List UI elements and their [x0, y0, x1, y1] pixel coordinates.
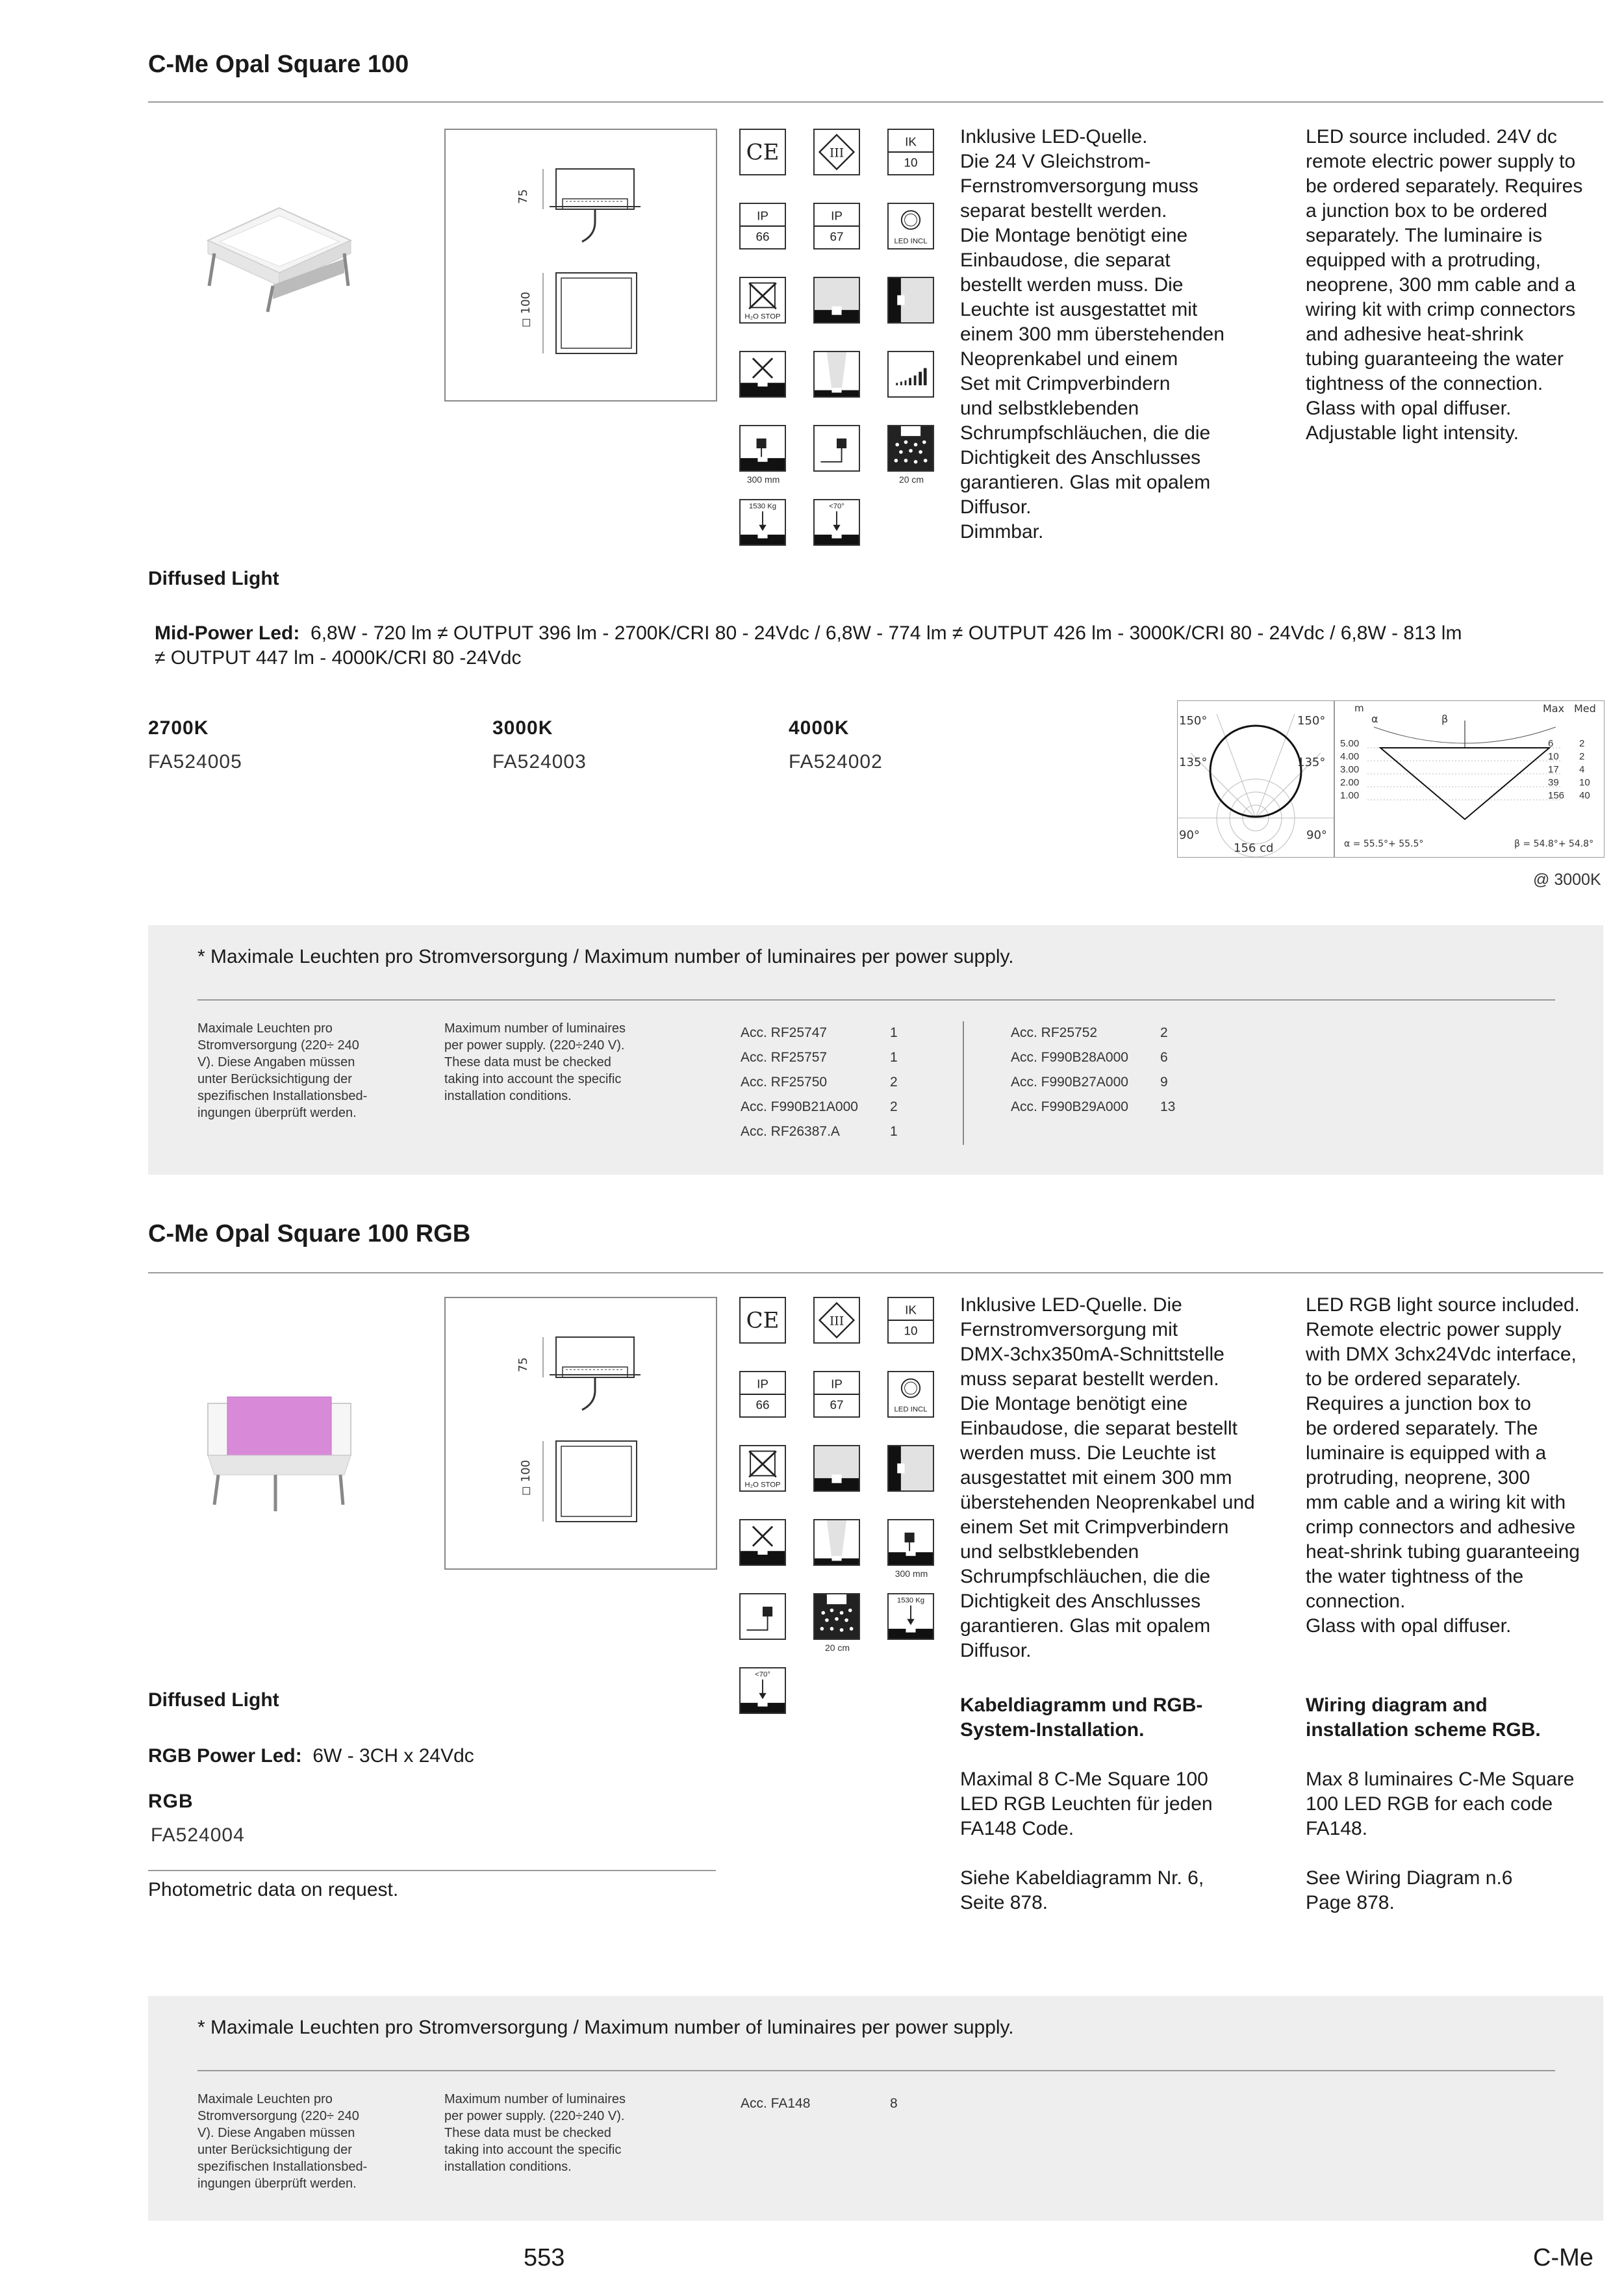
- dimension-square: ◻ 100: [519, 291, 533, 328]
- ip-label: IP: [831, 1377, 843, 1392]
- power-supply-heading: * Maximale Leuchten pro Stromversorgung / Maximum number of luminaires per power supply.: [197, 946, 1014, 967]
- distance-20-caption: 20 cm: [898, 474, 924, 485]
- led-incl-label: LED INCL: [894, 237, 928, 246]
- ce-mark-icon: [739, 1297, 786, 1344]
- cone-row: 5.00 6 2: [1340, 738, 1585, 749]
- load-label: 1530 Kg: [896, 1596, 925, 1605]
- ip-label: IP: [757, 1377, 768, 1392]
- accessory-list: [741, 2096, 922, 2121]
- cone-diagram: [1334, 700, 1605, 858]
- cable-junction-icon: [739, 1593, 786, 1640]
- wiring-title-german: Kabeldiagramm und RGB- System-Installation.: [960, 1694, 1203, 1741]
- code-temp-4000: 4000K: [789, 717, 850, 739]
- cable-300-icon: [739, 425, 786, 472]
- code-temp-2700: 2700K: [148, 717, 209, 739]
- cone-max-header: Max: [1543, 702, 1565, 715]
- svg-text:CE: CE: [746, 1307, 780, 1334]
- wiring-title-english: Wiring diagram and installation scheme RGB.: [1306, 1694, 1541, 1741]
- svg-text:CE: CE: [746, 139, 780, 166]
- accessory-row: Acc. RF25750 2: [741, 1075, 898, 1090]
- cone-row: 2.00 39 10: [1340, 777, 1590, 788]
- ip67-value: 67: [830, 230, 844, 244]
- led-included-icon: [887, 203, 934, 249]
- product-title: C-Me Opal Square 100: [148, 51, 409, 78]
- code-temp-3000: 3000K: [492, 717, 553, 739]
- recessed-floor-icon: [813, 1445, 860, 1492]
- dimension-square: ◻ 100: [519, 1459, 533, 1496]
- accessory-row: Acc. F990B28A000 6: [1011, 1050, 1168, 1065]
- cable-300-caption: 300 mm: [746, 474, 780, 485]
- accessory-row: Acc. F990B21A000 2: [741, 1099, 898, 1114]
- dimmable-icon: [887, 351, 934, 398]
- surface-temp-icon: [813, 499, 860, 546]
- ip67-icon: [813, 203, 860, 249]
- load-label: 1530 Kg: [748, 502, 777, 511]
- led-included-icon: [887, 1371, 934, 1418]
- cable-300-icon: [887, 1519, 934, 1566]
- temp-label: <70°: [829, 502, 844, 511]
- ip66-icon: [739, 1371, 786, 1418]
- light-type: Diffused Light: [148, 568, 279, 589]
- dimension-height: 75: [516, 1357, 530, 1372]
- divider: [197, 999, 1555, 1001]
- description-english: LED source included. 24V dc remote electric power supply to be ordered separately. Requires a junction box to be ordered separately. The luminaire is equipped with a protruding, neoprene, 300 mm cable and a wiring kit with crimp connectors and adhesive heat-shrink tubing guaranteeing the water tightness of the connection. Glass with opal diffuser. Adjustable light intensity.: [1306, 126, 1583, 444]
- divider: [148, 101, 1603, 103]
- divider: [148, 1272, 1603, 1273]
- column-divider: [963, 1021, 964, 1145]
- angle-135-left: 135°: [1179, 756, 1208, 769]
- cone-row: 4.00 10 2: [1340, 751, 1585, 762]
- description-german: Inklusive LED-Quelle. Die 24 V Gleichstrom- Fernstromversorgung muss separat bestellt werden. Die Montage benötigt eine Einbaudose, die separat bestellt werden muss. Die Leuchte ist ausgestattet mit einem 300 mm überstehenden Neoprenkabel und einem Set mit Crimpverbindern und selbstklebenden Schrumpfschläuchen, die die Dichtigkeit des Anschlusses garantieren. Glas mit opalem Diffusor. Dimmbar.: [960, 126, 1224, 543]
- ip67-value: 67: [830, 1398, 844, 1412]
- cable-junction-icon: [813, 425, 860, 472]
- wiring-reference-english: See Wiring Diagram n.6 Page 878.: [1306, 1867, 1513, 1913]
- dimension-height: 75: [516, 189, 530, 204]
- note-english: Maximum number of luminaires per power supply. (220÷240 V). These data must be checked taking into account the specific installation conditions.: [444, 2092, 626, 2174]
- cone-med-header: Med: [1574, 702, 1596, 715]
- light-beam-icon: [813, 1519, 860, 1566]
- ik-value: 10: [904, 156, 918, 170]
- accessory-list-left: [741, 1025, 922, 1149]
- load-1530-icon: [887, 1593, 934, 1640]
- description-german: Inklusive LED-Quelle. Die Fernstromversorgung mit DMX-3chx350mA-Schnittstelle muss separat bestellt werden. Die Montage benötigt eine Einbaudose, die separat bestellt werden muss. Die Leuchte ist ausgestattet mit einem 300 mm überstehenden Neoprenkabel und einem Set mit Crimpverbindern und selbstklebenden Schrumpfschläuchen, die die Dichtigkeit des Anschlusses garantieren. Glas mit opalem Diffusor.: [960, 1294, 1255, 1661]
- code-rgb: FA524004: [151, 1824, 245, 1846]
- accessory-row: Acc. F990B27A000 9: [1011, 1075, 1168, 1090]
- code-2700: FA524005: [148, 751, 242, 773]
- ip66-value: 66: [755, 230, 770, 244]
- code-rgb-heading: RGB: [148, 1791, 194, 1812]
- led-spec: 6,8W - 720 lm ≠ OUTPUT 396 lm - 2700K/CRI 80 - 24Vdc / 6,8W - 774 lm ≠ OUTPUT 426 lm - 3000K/CRI 80 - 24Vdc / 6,8W - 813 lm: [311, 622, 1462, 644]
- product-image: [195, 188, 364, 318]
- accessory-row: Acc. FA148 8: [741, 2096, 898, 2111]
- angle-90-right: 90°: [1306, 828, 1327, 842]
- ip66-value: 66: [755, 1398, 770, 1412]
- technical-drawing: [444, 1297, 717, 1570]
- power-supply-box: [148, 1996, 1603, 2221]
- cone-table: [1340, 737, 1600, 802]
- led-label: RGB Power Led:: [148, 1745, 302, 1767]
- angle-135-right: 135°: [1297, 756, 1326, 769]
- cone-unit: m: [1354, 702, 1364, 714]
- cable-300-caption: 300 mm: [894, 1568, 928, 1579]
- cone-row: 1.00 156 40: [1340, 790, 1590, 801]
- temp-label: <70°: [755, 1670, 770, 1679]
- cone-row: 3.00 17 4: [1340, 764, 1585, 775]
- h2o-stop-label: H₂O STOP: [744, 1481, 781, 1489]
- note-german: Maximale Leuchten pro Stromversorgung (220÷ 240 V). Diese Angaben müssen unter Berücksichtigung der spezifischen Installationsbed- ingungen überprüft werden.: [197, 1021, 368, 1120]
- divider: [197, 2070, 1555, 2071]
- led-incl-label: LED INCL: [894, 1405, 928, 1414]
- led-spec: 6W - 3CH x 24Vdc: [312, 1745, 474, 1767]
- power-supply-heading: * Maximale Leuchten pro Stromversorgung / Maximum number of luminaires per power supply.: [197, 2017, 1014, 2038]
- no-walkover-icon: [739, 1519, 786, 1566]
- wiring-reference-german: Siehe Kabeldiagramm Nr. 6, Seite 878.: [960, 1867, 1204, 1913]
- polar-diagram: [1177, 700, 1334, 858]
- ik-label: IK: [905, 1303, 917, 1318]
- wiring-text-english: Max 8 luminaires C-Me Square 100 LED RGB for each code FA148.: [1306, 1769, 1575, 1839]
- led-specification: [155, 621, 1610, 671]
- accessory-row: Acc. RF26387.A 1: [741, 1124, 898, 1139]
- ik-rating-icon: [887, 1297, 934, 1344]
- candela-value: 156 cd: [1234, 841, 1274, 855]
- divider: [148, 1870, 716, 1871]
- h2o-stop-icon: [739, 1445, 786, 1492]
- class-iii-icon: [813, 129, 860, 175]
- description-english: LED RGB light source included. Remote electric power supply with DMX 3chx24Vdc interface, to be ordered separately. Requires a junction box to be ordered separately. The luminaire is equipped with a protruding, neoprene, 300 mm cable and a wiring kit with crimp connectors and adhesive heat-shrink tubing guaranteeing the water tightness of the connection. Glass with opal diffuser.: [1306, 1294, 1580, 1637]
- ip66-icon: [739, 203, 786, 249]
- cone-alpha: α: [1371, 713, 1378, 725]
- light-type: Diffused Light: [148, 1689, 279, 1711]
- led-label: Mid-Power Led:: [155, 622, 300, 644]
- led-spec-continued: ≠ OUTPUT 447 lm - 4000K/CRI 80 -24Vdc: [155, 647, 522, 669]
- class-iii-label: III: [829, 146, 844, 160]
- load-1530-icon: [739, 499, 786, 546]
- wall-recessed-icon: [887, 1445, 934, 1492]
- accessory-row: Acc. RF25757 1: [741, 1050, 898, 1065]
- ip-label: IP: [831, 209, 843, 224]
- surface-temp-icon: [739, 1667, 786, 1714]
- ik-label: IK: [905, 135, 917, 149]
- accessory-row: Acc. F990B29A000 13: [1011, 1099, 1176, 1114]
- product-title: C-Me Opal Square 100 RGB: [148, 1220, 471, 1247]
- power-supply-box: [148, 925, 1603, 1175]
- accessory-row: Acc. RF25747 1: [741, 1025, 898, 1040]
- angle-150-right: 150°: [1297, 714, 1326, 728]
- h2o-stop-label: H₂O STOP: [744, 313, 781, 321]
- led-specification: [148, 1745, 474, 1767]
- recessed-floor-icon: [813, 277, 860, 324]
- class-iii-label: III: [829, 1314, 844, 1329]
- ce-mark-icon: [739, 129, 786, 175]
- wall-recessed-icon: [887, 277, 934, 324]
- section-name: C-Me: [1533, 2244, 1593, 2271]
- wiring-text-german: Maximal 8 C-Me Square 100 LED RGB Leuchten für jeden FA148 Code.: [960, 1769, 1213, 1839]
- note-german: Maximale Leuchten pro Stromversorgung (220÷ 240 V). Diese Angaben müssen unter Berücksichtigung der spezifischen Installationsbed- ingungen überprüft werden.: [197, 2092, 368, 2191]
- cone-alpha-angle: α = 55.5°+ 55.5°: [1344, 839, 1424, 849]
- angle-150-left: 150°: [1179, 714, 1208, 728]
- cone-beta: β: [1441, 713, 1449, 725]
- h2o-stop-icon: [739, 277, 786, 324]
- ik-value: 10: [904, 1324, 918, 1338]
- cone-beta-angle: β = 54.8°+ 54.8°: [1514, 839, 1594, 849]
- ip67-icon: [813, 1371, 860, 1418]
- product-image-rgb: [195, 1377, 364, 1520]
- class-iii-icon: [813, 1297, 860, 1344]
- light-beam-icon: [813, 351, 860, 398]
- page-number: 553: [524, 2244, 565, 2271]
- photometric-note: Photometric data on request.: [148, 1879, 399, 1900]
- gravel-drainage-icon: [887, 425, 934, 472]
- code-4000: FA524002: [789, 751, 883, 773]
- photometric-note: @ 3000K: [1533, 871, 1601, 889]
- technical-drawing: [444, 129, 717, 402]
- note-english: Maximum number of luminaires per power supply. (220÷240 V). These data must be checked taking into account the specific installation conditions.: [444, 1021, 626, 1103]
- ik-rating-icon: [887, 129, 934, 175]
- code-3000: FA524003: [492, 751, 587, 773]
- accessory-list-right: [1011, 1025, 1193, 1124]
- distance-20-caption: 20 cm: [824, 1642, 850, 1653]
- ip-label: IP: [757, 209, 768, 224]
- accessory-row: Acc. RF25752 2: [1011, 1025, 1168, 1040]
- gravel-drainage-icon: [813, 1593, 860, 1640]
- no-walkover-icon: [739, 351, 786, 398]
- angle-90-left: 90°: [1179, 828, 1200, 842]
